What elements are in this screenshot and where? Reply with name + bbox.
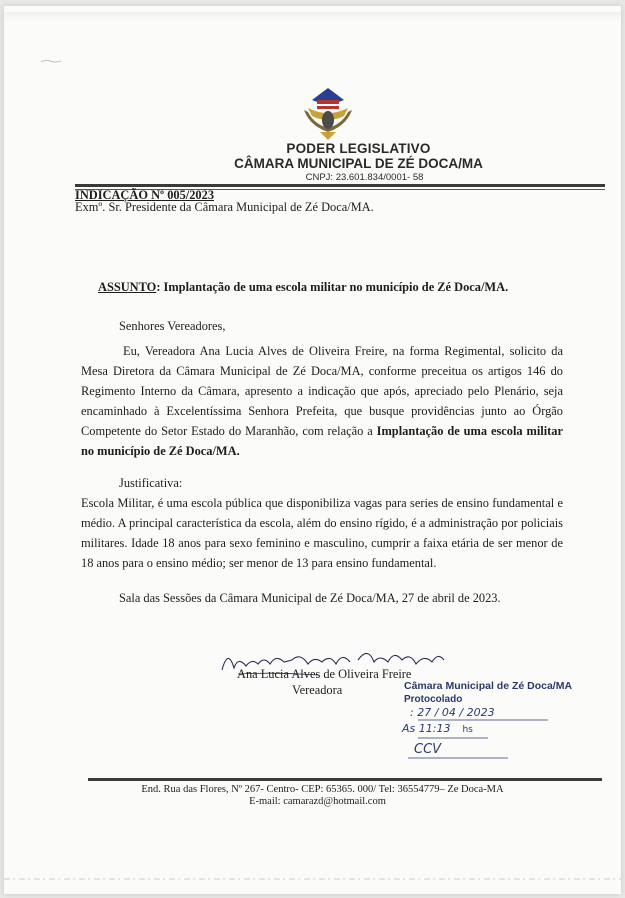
stamp-subtitle: Protocolado (404, 694, 463, 705)
stamp-date-year: 2023 (466, 706, 495, 719)
stamp-title: Câmara Municipal de Zé Doca/MA (404, 680, 573, 692)
body-paragraph (81, 341, 563, 461)
justificativa-paragraph: Escola Militar, é uma escola pública que disponibiliza vagas para series de ensino fundamental e médio. A principal característica da escola, além do ensino rígido, é a administração por policiais militares. Idade 18 anos para sexo feminino e masculino, cumprir a faixa etária de ser menor de 18 anos para o ensino médio; ser menor de 13 para ensino fundamental. (81, 496, 563, 570)
paper-crease (4, 12, 621, 22)
header-cnpj: CNPJ: 23.601.834/0001- 58 (305, 172, 424, 183)
header-poder-legislativo: PODER LEGISLATIVO (286, 141, 431, 156)
signatory-name: Ana Lucia Alves de Oliveira Freire (237, 667, 412, 681)
header-camara-name: CÂMARA MUNICIPAL DE ZÉ DOCA/MA (234, 156, 483, 171)
body-bold-text: Implantação de uma escola militar no município de Zé Doca/MA. (81, 424, 563, 458)
stamp-time-suffix: hs (462, 725, 473, 735)
signatory-role: Vereadora (292, 683, 343, 697)
stamp-date-month: 04 (441, 706, 456, 719)
footer-divider (88, 778, 602, 781)
indicacao-number: INDICAÇÃO Nº 005/2023 (75, 188, 215, 202)
stamp-time-underline (418, 736, 488, 740)
justificativa-label: Justificativa: (119, 476, 183, 490)
assunto-text: : Implantação de uma escola militar no município de Zé Doca/MA. (156, 280, 509, 294)
document-page (4, 6, 621, 894)
stamp-date-day: 27 (417, 706, 432, 719)
assunto-line (98, 278, 508, 297)
scan-edge-artifact (4, 876, 621, 882)
footer-email: E-mail: camarazd@hotmail.com (249, 796, 386, 807)
footer-address: End. Rua das Flores, Nº 267- Centro- CEP: 65365. 000/ Tel: 36554779– Ze Doca-MA (141, 784, 504, 795)
body-text: Eu, Vereadora Ana Lucia Alves de Oliveira Freire, na forma Regimental, solicito da Mesa Diretora da Câmara Municipal de Zé Doca/MA, conforme preceitua os artigos 146 do Regimento Interno da Câmara, apresento a indicação que após, apreciado pelo Plenário, seja encaminhado à Excelentíssima Senhora Prefeita, que busque providências junto ao Órgão Competente do Setor Estado do Maranhão, com relação a (81, 344, 563, 438)
stamp-initials-underline (408, 756, 508, 760)
assunto-label: ASSUNTO (98, 280, 157, 294)
closing-line: Sala das Sessões da Câmara Municipal de Zé Doca/MA, 27 de abril de 2023. (119, 591, 501, 605)
protocol-stamp (400, 678, 573, 778)
stamp-time: As 11:13 hs (402, 722, 473, 735)
camara-emblem-logo (300, 86, 356, 142)
scan-smudge (40, 58, 62, 64)
stamp-date: : 27 / 04 / 2023 (410, 706, 495, 719)
recipient-line: Exmº. Sr. Presidente da Câmara Municipal de Zé Doca/MA. (75, 200, 374, 214)
stamp-time-value: 11:13 (418, 722, 451, 735)
greeting: Senhores Vereadores, (119, 319, 226, 333)
stamp-initials: CCV (414, 742, 442, 757)
